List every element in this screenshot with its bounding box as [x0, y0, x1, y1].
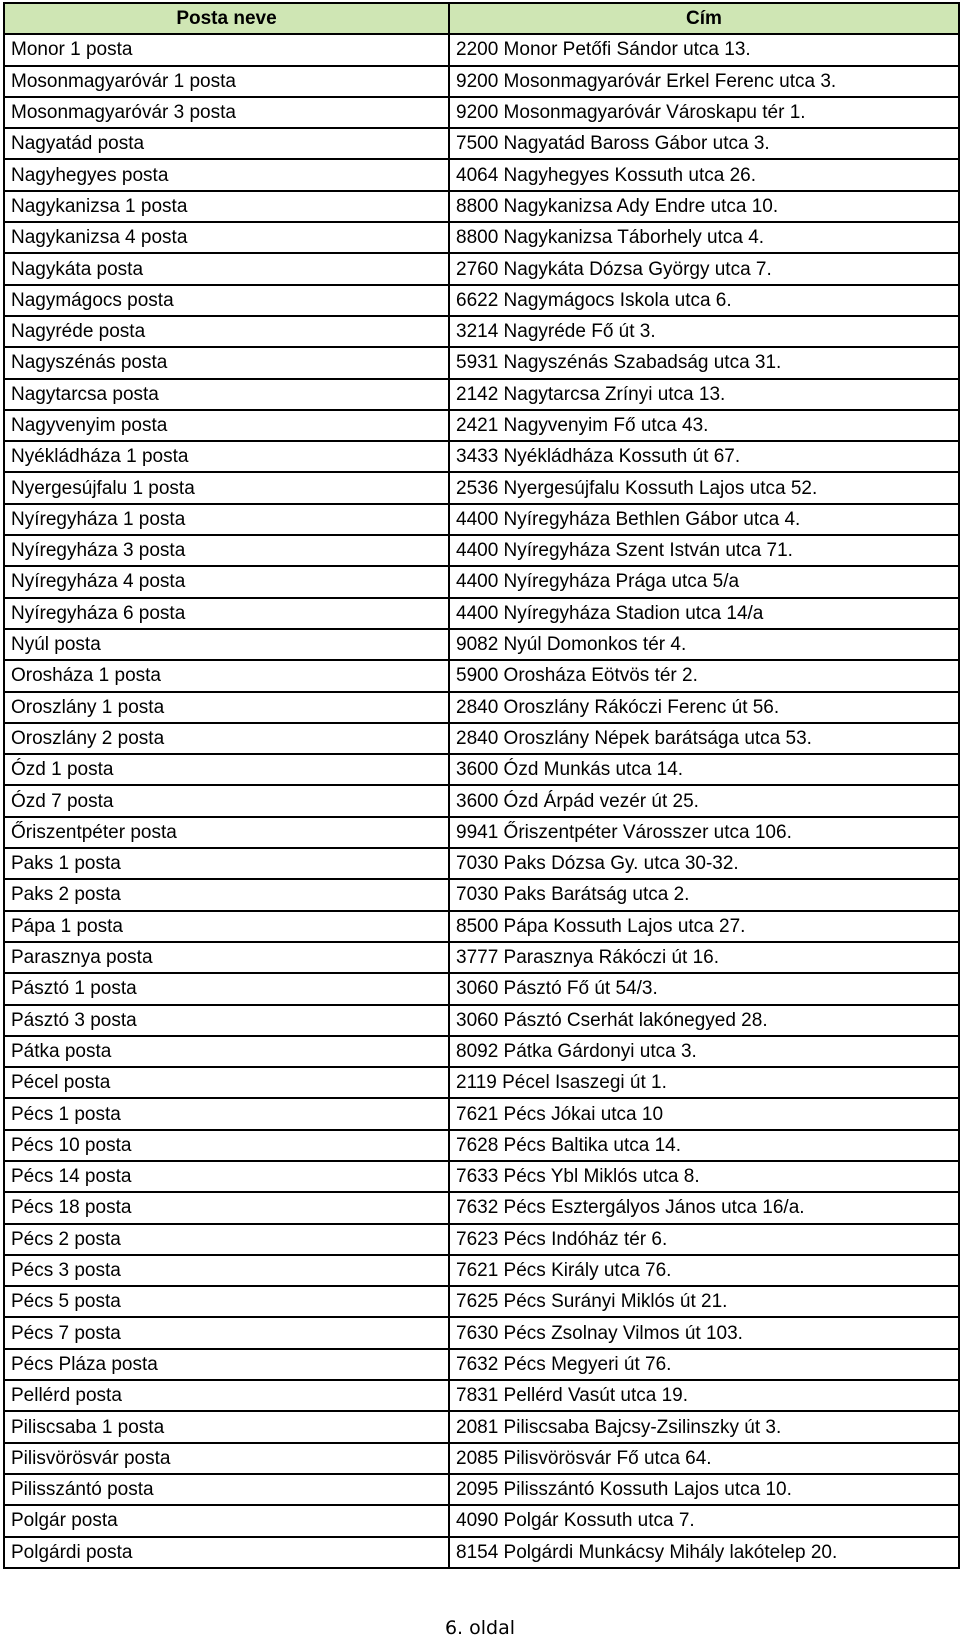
address-cell: 2536 Nyergesújfalu Kossuth Lajos utca 52.: [449, 472, 959, 503]
address-cell: 7632 Pécs Esztergályos János utca 16/a.: [449, 1192, 959, 1223]
table-row: [4, 1474, 959, 1505]
post-name-cell: Pilisvörösvár posta: [4, 1443, 449, 1474]
page-number: 6. oldal: [444, 1617, 516, 1639]
table-row: [4, 1537, 959, 1568]
table-row: [4, 441, 959, 472]
table-row: [4, 1098, 959, 1129]
address-cell: 2421 Nagyvenyim Fő utca 43.: [449, 410, 959, 441]
table-row: [4, 754, 959, 785]
post-name-cell: Nyíregyháza 3 posta: [4, 535, 449, 566]
table-row: [4, 222, 959, 253]
table-row: [4, 128, 959, 159]
post-name-cell: Pécs 3 posta: [4, 1255, 449, 1286]
post-name-cell: Nagyhegyes posta: [4, 159, 449, 190]
address-cell: 8092 Pátka Gárdonyi utca 3.: [449, 1036, 959, 1067]
header-post-name: Posta neve: [4, 3, 449, 34]
address-cell: 7500 Nagyatád Baross Gábor utca 3.: [449, 128, 959, 159]
address-cell: 7630 Pécs Zsolnay Vilmos út 103.: [449, 1317, 959, 1348]
table-row: [4, 1349, 959, 1380]
post-name-cell: Pécs Pláza posta: [4, 1349, 449, 1380]
post-name-cell: Monor 1 posta: [4, 34, 449, 65]
address-cell: 9200 Mosonmagyaróvár Erkel Ferenc utca 3.: [449, 66, 959, 97]
address-cell: 6622 Nagymágocs Iskola utca 6.: [449, 285, 959, 316]
table-row: [4, 34, 959, 65]
post-name-cell: Pécel posta: [4, 1067, 449, 1098]
address-cell: 5900 Orosháza Eötvös tér 2.: [449, 660, 959, 691]
table-row: [4, 535, 959, 566]
address-cell: 7030 Paks Barátság utca 2.: [449, 879, 959, 910]
post-name-cell: Pécs 1 posta: [4, 1098, 449, 1129]
address-cell: 3600 Ózd Munkás utca 14.: [449, 754, 959, 785]
table-row: [4, 1380, 959, 1411]
address-cell: 7621 Pécs Jókai utca 10: [449, 1098, 959, 1129]
post-name-cell: Nagykanizsa 4 posta: [4, 222, 449, 253]
address-cell: 2085 Pilisvörösvár Fő utca 64.: [449, 1443, 959, 1474]
post-name-cell: Nagymágocs posta: [4, 285, 449, 316]
post-name-cell: Pásztó 3 posta: [4, 1005, 449, 1036]
table-row: [4, 1411, 959, 1442]
table-row: [4, 1036, 959, 1067]
address-cell: 7030 Paks Dózsa Gy. utca 30-32.: [449, 848, 959, 879]
post-name-cell: Pásztó 1 posta: [4, 973, 449, 1004]
table-row: [4, 1317, 959, 1348]
address-cell: 3060 Pásztó Fő út 54/3.: [449, 973, 959, 1004]
post-name-cell: Pápa 1 posta: [4, 911, 449, 942]
post-name-cell: Oroszlány 1 posta: [4, 692, 449, 723]
post-name-cell: Nagykanizsa 1 posta: [4, 191, 449, 222]
address-cell: 9941 Őriszentpéter Városszer utca 106.: [449, 817, 959, 848]
post-name-cell: Nyékládháza 1 posta: [4, 441, 449, 472]
address-cell: 2095 Pilisszántó Kossuth Lajos utca 10.: [449, 1474, 959, 1505]
post-name-cell: Nyúl posta: [4, 629, 449, 660]
table-row: [4, 848, 959, 879]
table-row: [4, 879, 959, 910]
post-name-cell: Nagyszénás posta: [4, 347, 449, 378]
address-cell: 4400 Nyíregyháza Szent István utca 71.: [449, 535, 959, 566]
post-name-cell: Nyergesújfalu 1 posta: [4, 472, 449, 503]
post-name-cell: Nagytarcsa posta: [4, 379, 449, 410]
post-name-cell: Piliscsaba 1 posta: [4, 1411, 449, 1442]
address-cell: 7623 Pécs Indóház tér 6.: [449, 1224, 959, 1255]
post-name-cell: Oroszlány 2 posta: [4, 723, 449, 754]
post-name-cell: Pilisszántó posta: [4, 1474, 449, 1505]
table-row: [4, 973, 959, 1004]
address-cell: 4400 Nyíregyháza Stadion utca 14/a: [449, 598, 959, 629]
post-name-cell: Pécs 14 posta: [4, 1161, 449, 1192]
address-cell: 7628 Pécs Baltika utca 14.: [449, 1130, 959, 1161]
table-row: [4, 1255, 959, 1286]
table-row: [4, 629, 959, 660]
table-row: [4, 1161, 959, 1192]
post-name-cell: Őriszentpéter posta: [4, 817, 449, 848]
table-row: [4, 942, 959, 973]
address-cell: 8154 Polgárdi Munkácsy Mihály lakótelep 20.: [449, 1537, 959, 1568]
post-name-cell: Mosonmagyaróvár 3 posta: [4, 97, 449, 128]
post-name-cell: Pátka posta: [4, 1036, 449, 1067]
address-cell: 7831 Pellérd Vasút utca 19.: [449, 1380, 959, 1411]
table-row: [4, 97, 959, 128]
post-name-cell: Pécs 5 posta: [4, 1286, 449, 1317]
table-row: [4, 410, 959, 441]
table-row: [4, 504, 959, 535]
address-cell: 3777 Parasznya Rákóczi út 16.: [449, 942, 959, 973]
address-cell: 7625 Pécs Surányi Miklós út 21.: [449, 1286, 959, 1317]
post-name-cell: Polgárdi posta: [4, 1537, 449, 1568]
post-name-cell: Parasznya posta: [4, 942, 449, 973]
table-row: [4, 1192, 959, 1223]
post-name-cell: Pécs 2 posta: [4, 1224, 449, 1255]
post-name-cell: Mosonmagyaróvár 1 posta: [4, 66, 449, 97]
address-cell: 2840 Oroszlány Népek barátsága utca 53.: [449, 723, 959, 754]
post-name-cell: Ózd 1 posta: [4, 754, 449, 785]
address-cell: 9082 Nyúl Domonkos tér 4.: [449, 629, 959, 660]
table-row: [4, 911, 959, 942]
table-row: [4, 1505, 959, 1536]
table-row: [4, 379, 959, 410]
post-name-cell: Pécs 7 posta: [4, 1317, 449, 1348]
post-name-cell: Nagyvenyim posta: [4, 410, 449, 441]
post-name-cell: Polgár posta: [4, 1505, 449, 1536]
post-name-cell: Nagyréde posta: [4, 316, 449, 347]
table-row: [4, 598, 959, 629]
table-row: [4, 1286, 959, 1317]
address-cell: 2760 Nagykáta Dózsa György utca 7.: [449, 253, 959, 284]
address-cell: 3433 Nyékládháza Kossuth út 67.: [449, 441, 959, 472]
table-row: [4, 191, 959, 222]
table-row: [4, 817, 959, 848]
address-cell: 3060 Pásztó Cserhát lakónegyed 28.: [449, 1005, 959, 1036]
post-name-cell: Paks 2 posta: [4, 879, 449, 910]
table-row: [4, 347, 959, 378]
post-name-cell: Nyíregyháza 6 posta: [4, 598, 449, 629]
address-cell: 5931 Nagyszénás Szabadság utca 31.: [449, 347, 959, 378]
post-name-cell: Ózd 7 posta: [4, 785, 449, 816]
table-row: [4, 723, 959, 754]
address-cell: 9200 Mosonmagyaróvár Városkapu tér 1.: [449, 97, 959, 128]
address-cell: 2200 Monor Petőfi Sándor utca 13.: [449, 34, 959, 65]
post-name-cell: Nyíregyháza 1 posta: [4, 504, 449, 535]
table-row: [4, 692, 959, 723]
address-cell: 7633 Pécs Ybl Miklós utca 8.: [449, 1161, 959, 1192]
table-row: [4, 253, 959, 284]
address-cell: 4400 Nyíregyháza Prága utca 5/a: [449, 566, 959, 597]
post-office-table: [3, 2, 960, 1569]
post-name-cell: Pécs 10 posta: [4, 1130, 449, 1161]
post-name-cell: Nagyatád posta: [4, 128, 449, 159]
post-name-cell: Pellérd posta: [4, 1380, 449, 1411]
address-cell: 3214 Nagyréde Fő út 3.: [449, 316, 959, 347]
table-row: [4, 159, 959, 190]
table-row: [4, 1224, 959, 1255]
post-name-cell: Orosháza 1 posta: [4, 660, 449, 691]
table-row: [4, 1005, 959, 1036]
address-cell: 4400 Nyíregyháza Bethlen Gábor utca 4.: [449, 504, 959, 535]
table-row: [4, 472, 959, 503]
address-cell: 2142 Nagytarcsa Zrínyi utca 13.: [449, 379, 959, 410]
address-cell: 4090 Polgár Kossuth utca 7.: [449, 1505, 959, 1536]
address-cell: 8500 Pápa Kossuth Lajos utca 27.: [449, 911, 959, 942]
table-row: [4, 66, 959, 97]
table-row: [4, 1443, 959, 1474]
address-cell: 3600 Ózd Árpád vezér út 25.: [449, 785, 959, 816]
address-cell: 4064 Nagyhegyes Kossuth utca 26.: [449, 159, 959, 190]
header-address: Cím: [449, 3, 959, 34]
table-row: [4, 1067, 959, 1098]
address-cell: 8800 Nagykanizsa Táborhely utca 4.: [449, 222, 959, 253]
table-row: [4, 660, 959, 691]
post-name-cell: Pécs 18 posta: [4, 1192, 449, 1223]
post-name-cell: Nyíregyháza 4 posta: [4, 566, 449, 597]
address-cell: 2081 Piliscsaba Bajcsy-Zsilinszky út 3.: [449, 1411, 959, 1442]
table-row: [4, 566, 959, 597]
table-row: [4, 316, 959, 347]
post-name-cell: Paks 1 posta: [4, 848, 449, 879]
address-cell: 2119 Pécel Isaszegi út 1.: [449, 1067, 959, 1098]
table-row: [4, 785, 959, 816]
address-cell: 7621 Pécs Király utca 76.: [449, 1255, 959, 1286]
table-row: [4, 1130, 959, 1161]
address-cell: 8800 Nagykanizsa Ady Endre utca 10.: [449, 191, 959, 222]
address-cell: 2840 Oroszlány Rákóczi Ferenc út 56.: [449, 692, 959, 723]
header-row: [4, 3, 959, 34]
address-cell: 7632 Pécs Megyeri út 76.: [449, 1349, 959, 1380]
post-name-cell: Nagykáta posta: [4, 253, 449, 284]
table-row: [4, 285, 959, 316]
